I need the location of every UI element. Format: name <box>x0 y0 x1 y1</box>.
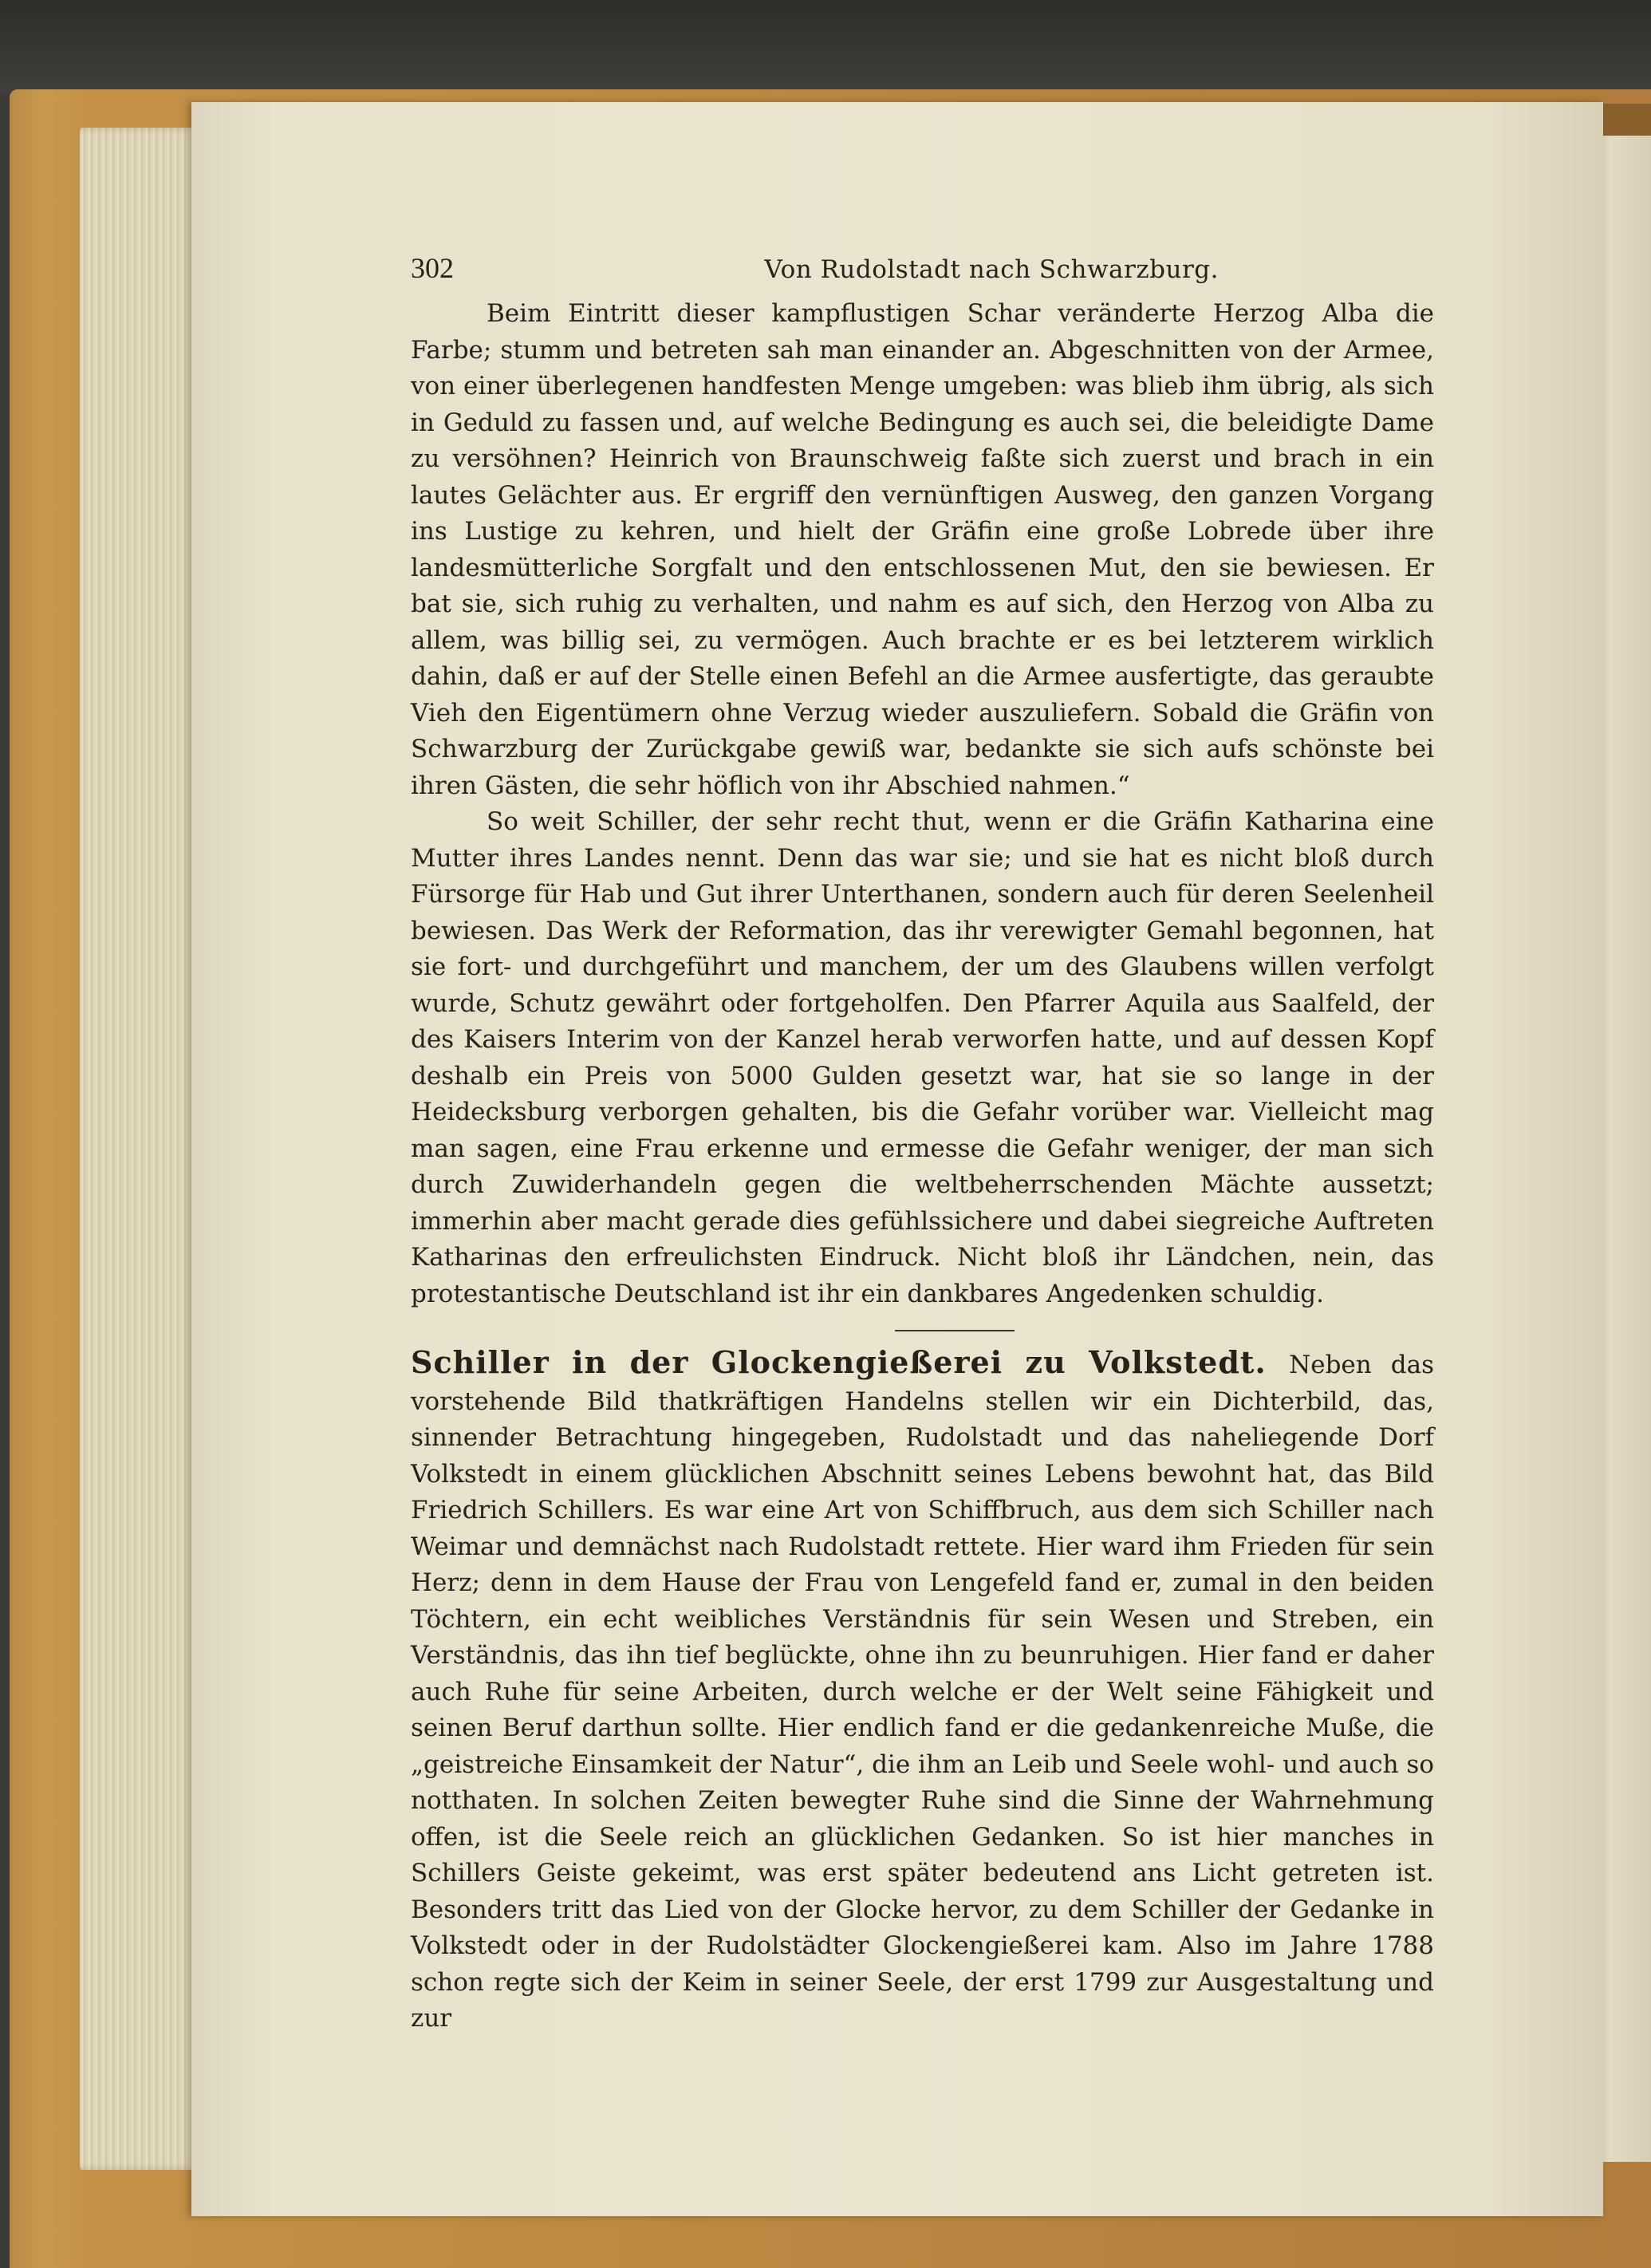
background <box>0 0 1651 94</box>
page-text <box>411 251 1434 2037</box>
paragraph-1: Beim Eintritt dieser kampflustigen Schar veränderte Herzog Alba die Farbe; stumm und betreten sah man einander an. Abgeschnitten von der Armee, von einer überlegenen handfesten Menge umgeben: was blieb ihm übrig, als sich in Geduld zu fassen und, auf welche Bedingung es auch sei, die beleidigte Dame zu versöhnen? Heinrich von Braunschweig faßte sich zuerst und brach in ein lautes Gelächter aus. Er ergriff den vernünftigen Ausweg, den ganzen Vorgang ins Lustige zu kehren, und hielt der Gräfin eine große Lobrede über ihre landesmütterliche Sorgfalt und den entschlossenen Mut, den sie bewiesen. Er bat sie, sich ruhig zu verhalten, und nahm es auf sich, den Herzog von Alba zu allem, was billig sei, zu vermögen. Auch brachte er es bei letzterem wirklich dahin, daß er auf der Stelle einen Befehl an die Armee ausfertigte, das geraubte Vieh den Eigentümern ohne Verzug wieder auszuliefern. Sobald die Gräfin von Schwarzburg der Zurückgabe gewiß war, bedankte sie sich aufs schönste bei ihren Gästen, die sehr höflich von ihr Abschied nahmen.“ <box>411 299 1434 800</box>
page-header <box>411 251 1434 296</box>
section-divider <box>895 1330 1015 1331</box>
page-number: 302 <box>411 252 454 284</box>
paragraph-2: So weit Schiller, der sehr recht thut, wenn er die Gräfin Katharina eine Mutter ihres Landes nennt. Denn das war sie; und sie hat es nicht bloß durch Fürsorge für Hab und Gut ihrer Unterthanen, sondern auch für deren Seelenheil bewiesen. Das Werk der Reformation, das ihr verewigter Gemahl begonnen, hat sie fort- und durchgeführt und manchem, der um des Glaubens willen verfolgt wurde, Schutz gewährt oder fortgeholfen. Den Pfarrer Aquila aus Saalfeld, der des Kaisers Interim von der Kanzel herab verworfen hatte, und auf dessen Kopf deshalb ein Preis von 5000 Gulden gesetzt war, hat sie so lange in der Heidecksburg verborgen gehalten, bis die Gefahr vorüber war. Vielleicht mag man sagen, eine Frau erkenne und ermesse die Gefahr weniger, der man sich durch Zuwiderhandeln gegen die weltbeherrschenden Mächte aussetzt; immerhin aber macht gerade dies gefühlssichere und dabei siegreiche Auftreten Katharinas den erfreulichsten Eindruck. Nicht bloß ihr Ländchen, nein, das protestantische Deutschland ist ihr ein dankbares Angedenken schuldig. <box>411 807 1434 1308</box>
cover-corner <box>1595 104 1651 136</box>
running-head: Von Rudolstadt nach Schwarzburg. <box>764 255 1219 284</box>
section-title: Schiller in der Glockengießerei zu Volkstedt. <box>411 1344 1290 1380</box>
section-text: Neben das vorstehende Bild thatkräftigen Handelns stellen wir ein Dichterbild, das, sinnender Betrachtung hingegeben, Rudolstadt und das naheliegende Dorf Volkstedt in einem glücklichen Abschnitt seines Lebens bewohnt hat, das Bild Friedrich Schillers. Es war eine Art von Schiffbruch, aus dem sich Schiller nach Weimar und demnächst nach Rudolstadt rettete. Hier ward ihm Frieden für sein Herz; denn in dem Hause der Frau von Lengefeld fand er, zumal in den beiden Töchtern, ein echt weibliches Verständnis für sein Wesen und Streben, ein Verständnis, das ihn tief beglückte, ohne ihn zu beunruhigen. Hier fand er daher auch Ruhe für seine Arbeiten, durch welche er der Welt seine Fähigkeit und seinen Beruf darthun sollte. Hier endlich fand er die gedankenreiche Muße, die „geistreiche Einsamkeit der Natur“, die ihm an Leib und Seele wohl- und auch so notthaten. In solchen Zeiten bewegter Ruhe sind die Sinne der Wahrnehmung offen, ist die Seele reich an glücklichen Gedanken. So ist hier manches in Schillers Geiste gekeimt, was erst später bedeutend ans Licht getreten ist. Besonders tritt das Lied von der Glocke hervor, zu dem Schiller der Gedanke in Volkstedt oder in der Rudolstädter Glockengießerei kam. Also im Jahre 1788 schon regte sich der Keim in seiner Seele, der erst 1799 zur Ausgestaltung und zur <box>411 1351 1434 2033</box>
section-paragraph <box>411 1344 1434 2037</box>
